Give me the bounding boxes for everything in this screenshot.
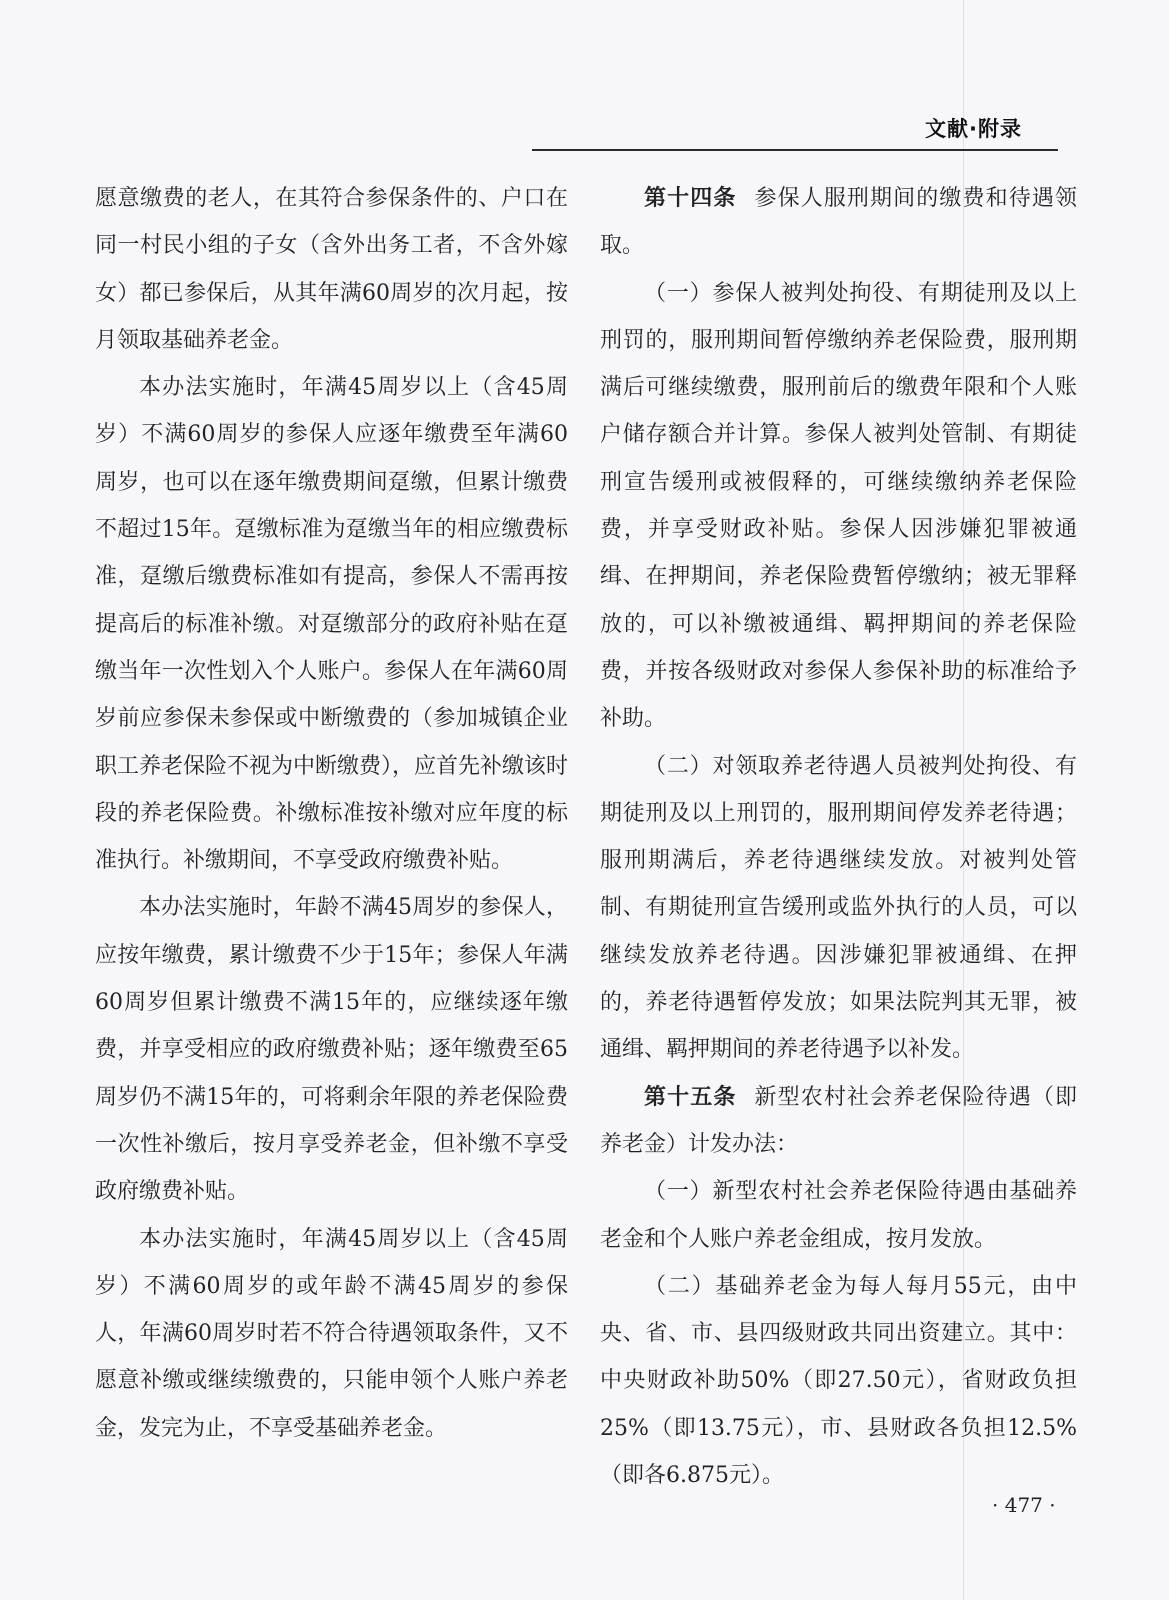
article-15-label: 第十五条 <box>644 1084 737 1110</box>
article-14-heading <box>600 175 1077 270</box>
left-paragraph-1: 愿意缴费的老人，在其符合参保条件的、户口在同一村民小组的子女（含外出务工者，不含外嫁女）都已参保后，从其年满60周岁的次月起，按月领取基础养老金。 <box>95 186 568 353</box>
article-14-label: 第十四条 <box>644 186 737 211</box>
article-14-paragraph-2: （二）对领取养老待遇人员被判处拘役、有期徒刑及以上刑罚的，服刑期间停发养老待遇；服刑期满后，养老待遇继续发放。对被判处管制、有期徒刑宣告缓刑或监外执行的人员，可以继续发放养老待遇。因涉嫌犯罪被通缉、在押的，养老待遇暂停发放；如果法院判其无罪，被通缉、羁押期间的养老待遇予以补发。 <box>600 753 1077 1063</box>
left-column <box>95 175 568 1452</box>
left-paragraph-4: 本办法实施时，年满45周岁以上（含45周岁）不满60周岁的或年龄不满45周岁的参保人，年满60周岁时若不符合待遇领取条件，又不愿意补缴或继续缴费的，只能申领个人账户养老金，发完为止，不享受基础养老金。 <box>95 1226 568 1441</box>
article-15-paragraph-2: （二）基础养老金为每人每月55元，由中央、省、市、县四级财政共同出资建立。其中：中央财政补助50%（即27.50元），省财政负担25%（即13.75元），市、县财政各负担12.5%（即各6.875元）。 <box>600 1273 1077 1489</box>
left-paragraph-2: 本办法实施时，年满45周岁以上（含45周岁）不满60周岁的参保人应逐年缴费至年满60周岁，也可以在逐年缴费期间趸缴，但累计缴费不超过15年。趸缴标准为趸缴当年的相应缴费标准，趸缴后缴费标准如有提高，参保人不需再按提高后的标准补缴。对趸缴部分的政府补贴在趸缴当年一次性划入个人账户。参保人在年满60周岁前应参保未参保或中断缴费的（参加城镇企业职工养老保险不视为中断缴费），应首先补缴该时段的养老保险费。补缴标准按补缴对应年度的标准执行。补缴期间，不享受政府缴费补贴。 <box>95 375 569 874</box>
running-header: 文献·附录 <box>925 117 1022 141</box>
article-15-paragraph-1: （一）新型农村社会养老保险待遇由基础养老金和个人账户养老金组成，按月发放。 <box>600 1179 1077 1252</box>
left-paragraph-3: 本办法实施时，年龄不满45周岁的参保人，应按年缴费，累计缴费不少于15年；参保人年满60周岁但累计缴费不满15年的，应继续逐年缴费，并享受相应的政府缴费补贴；逐年缴费至65周岁仍不满15年的，可将剩余年限的养老保险费一次性补缴后，按月享受养老金，但补缴不享受政府缴费补贴。 <box>95 895 568 1205</box>
article-14-title: 参保人服刑期间的缴费和待遇领取。 <box>600 186 1077 259</box>
article-15-title: 新型农村社会养老保险待遇（即养老金）计发办法： <box>600 1084 1077 1157</box>
article-15-heading <box>600 1074 1077 1169</box>
header-rule <box>532 149 1058 151</box>
article-14-paragraph-1: （一）参保人被判处拘役、有期徒刑及以上刑罚的，服刑期间暂停缴纳养老保险费，服刑期满后可继续缴费，服刑前后的缴费年限和个人账户储存额合并计算。参保人被判处管制、有期徒刑宣告缓刑或被假释的，可继续缴纳养老保险费，并享受财政补贴。参保人因涉嫌犯罪被通缉、在押期间，养老保险费暂停缴纳；被无罪释放的，可以补缴被通缉、羁押期间的养老保险费，并按各级财政对参保人参保补助的标准给予补助。 <box>600 280 1077 732</box>
right-column <box>600 175 1077 1499</box>
page-number: · 477 · <box>992 1493 1056 1517</box>
